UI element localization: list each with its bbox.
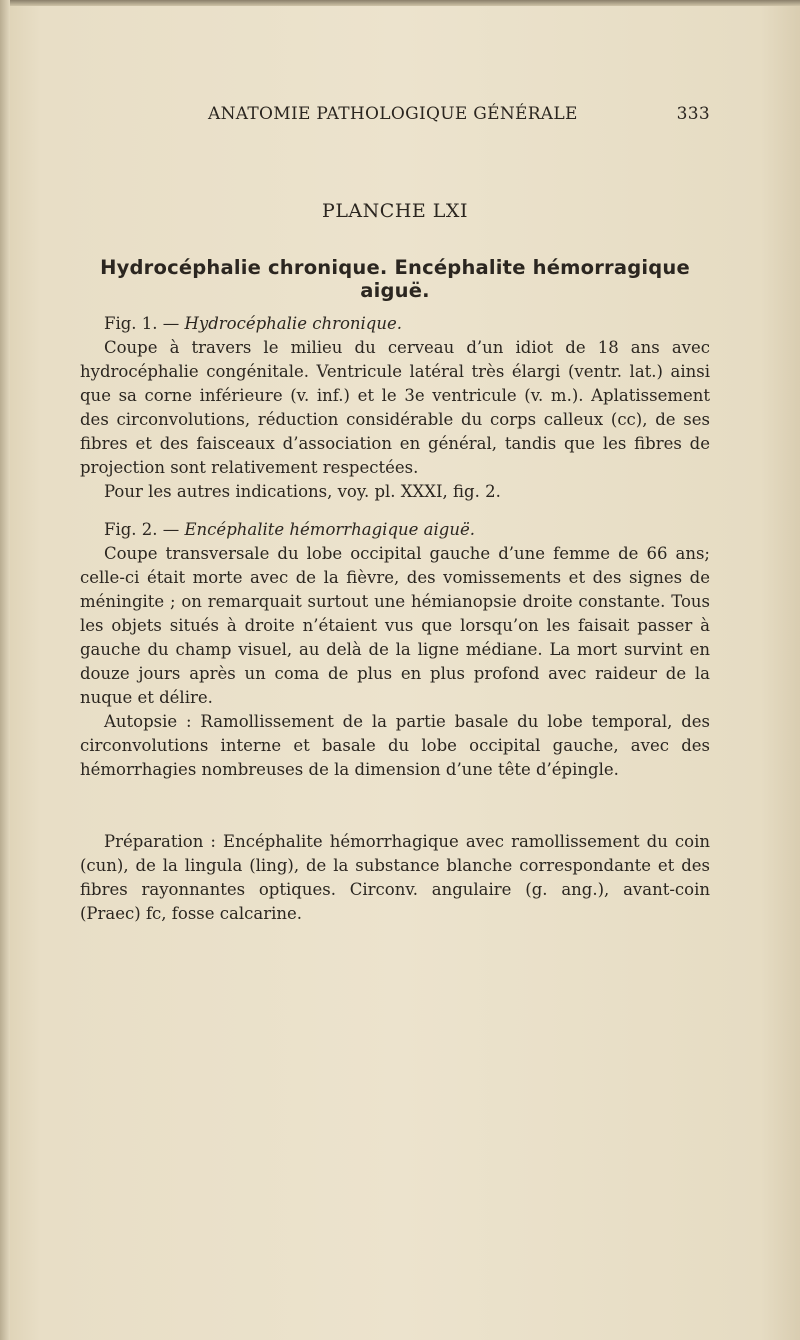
page-body xyxy=(80,312,710,926)
running-title: ANATOMIE PATHOLOGIQUE GÉNÉRALE xyxy=(208,104,578,124)
fig2-heading xyxy=(80,518,710,542)
fig1-description: Coupe à travers le milieu du cerveau d’un idiot de 18 ans avec hydrocéphalie congénitale. Ventricule latéral très élargi (ventr. lat.) ainsi que sa corne inférieure (v. inf.) et le 3e ventricule (v. m.). Aplatissement des circonvolutions, réduction considérable du corps calleux (cc), de ses fibres et des faisceaux d’association en général, tandis que les fibres de projection sont relativement respectées. xyxy=(80,338,710,477)
fig2-label: Fig. 2. — xyxy=(104,520,185,539)
preparation-paragraph: Préparation : Encéphalite hémorrhagique avec ramollissement du coin (cun), de la lingula (ling), de la substance blanche correspondante et des fibres rayonnantes optiques. Circonv. angulaire (g. ang.), avant-coin (Praec) fc, fosse calcarine. xyxy=(80,832,710,923)
fig1-heading xyxy=(80,312,710,336)
page-binding-edge xyxy=(0,0,10,1340)
fig2-description: Coupe transversale du lobe occipital gauche d’une femme de 66 ans; celle-ci était morte avec de la fièvre, des vomissements et des signes de méningite ; on remarquait surtout une hémianopsie droite constante. Tous les objets situés à droite n’étaient vus que lorsqu’on les faisait passer à gauche du champ visuel, au delà de la ligne médiane. La mort survint en douze jours après un coma de plus en plus profond avec raideur de la nuque et délire. xyxy=(80,544,710,707)
fig1-title: Hydrocéphalie chronique. xyxy=(184,314,402,333)
plate-title: PLANCHE LXI xyxy=(322,200,468,222)
fig1-reference: Pour les autres indications, voy. pl. XXXI, fig. 2. xyxy=(104,482,501,501)
running-head xyxy=(80,104,710,128)
page-top-edge xyxy=(0,0,800,6)
fig2-title: Encéphalite hémorrhagique aiguë. xyxy=(184,520,475,539)
fig2-autopsy: Autopsie : Ramollissement de la partie basale du lobe temporal, des circonvolutions interne et basale du lobe occipital gauche, avec des hémorrhagies nombreuses de la dimension d’une tête d’épingle. xyxy=(80,712,710,779)
plate-subtitle: Hydrocéphalie chronique. Encéphalite hémorragique aiguë. xyxy=(100,256,690,302)
fig1-label: Fig. 1. — xyxy=(104,314,185,333)
page-number: 333 xyxy=(676,104,710,124)
